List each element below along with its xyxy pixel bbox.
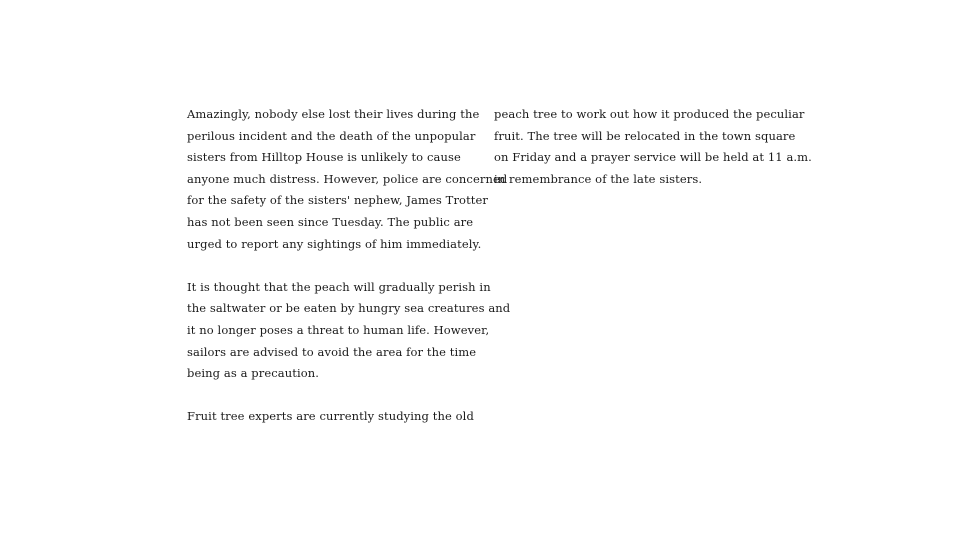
- text-line: the saltwater or be eaten by hungry sea creatures and: [187, 301, 511, 316]
- text-line: it no longer poses a threat to human life. However,: [187, 322, 490, 337]
- paragraph-gap: [187, 385, 472, 407]
- text-line: in remembrance of the late sisters.: [494, 171, 703, 186]
- paragraph-casualties: [187, 104, 508, 255]
- paragraph-experts-continued: [494, 104, 812, 190]
- text-line: Amazingly, nobody else lost their lives during the: [187, 107, 480, 121]
- text-line: being as a precaution.: [187, 366, 320, 381]
- text-line: perilous incident and the death of the unpopular: [187, 128, 476, 143]
- text-line: Fruit tree experts are currently studying the old: [187, 409, 474, 424]
- left-column: [187, 104, 511, 428]
- paragraph-peach-fate: [187, 277, 511, 385]
- text-line: fruit. The tree will be relocated in the town square: [494, 128, 796, 143]
- text-line: anyone much distress. However, police are concerned: [187, 171, 508, 186]
- text-line: urged to report any sightings of him immediately.: [187, 236, 482, 251]
- text-line: It is thought that the peach will gradually perish in: [187, 279, 491, 294]
- text-line: sailors are advised to avoid the area for the time: [187, 344, 477, 359]
- paragraph-gap: [187, 255, 472, 277]
- text-line: for the safety of the sisters' nephew, James Trotter: [187, 193, 489, 208]
- text-line: has not been seen since Tuesday. The public are: [187, 214, 474, 229]
- text-line: on Friday and a prayer service will be held at 11 a.m.: [494, 150, 812, 165]
- right-column: [494, 104, 812, 190]
- paragraph-experts: [187, 406, 472, 428]
- text-line: sisters from Hilltop House is unlikely to cause: [187, 150, 461, 165]
- text-line: peach tree to work out how it produced the peculiar: [494, 107, 805, 121]
